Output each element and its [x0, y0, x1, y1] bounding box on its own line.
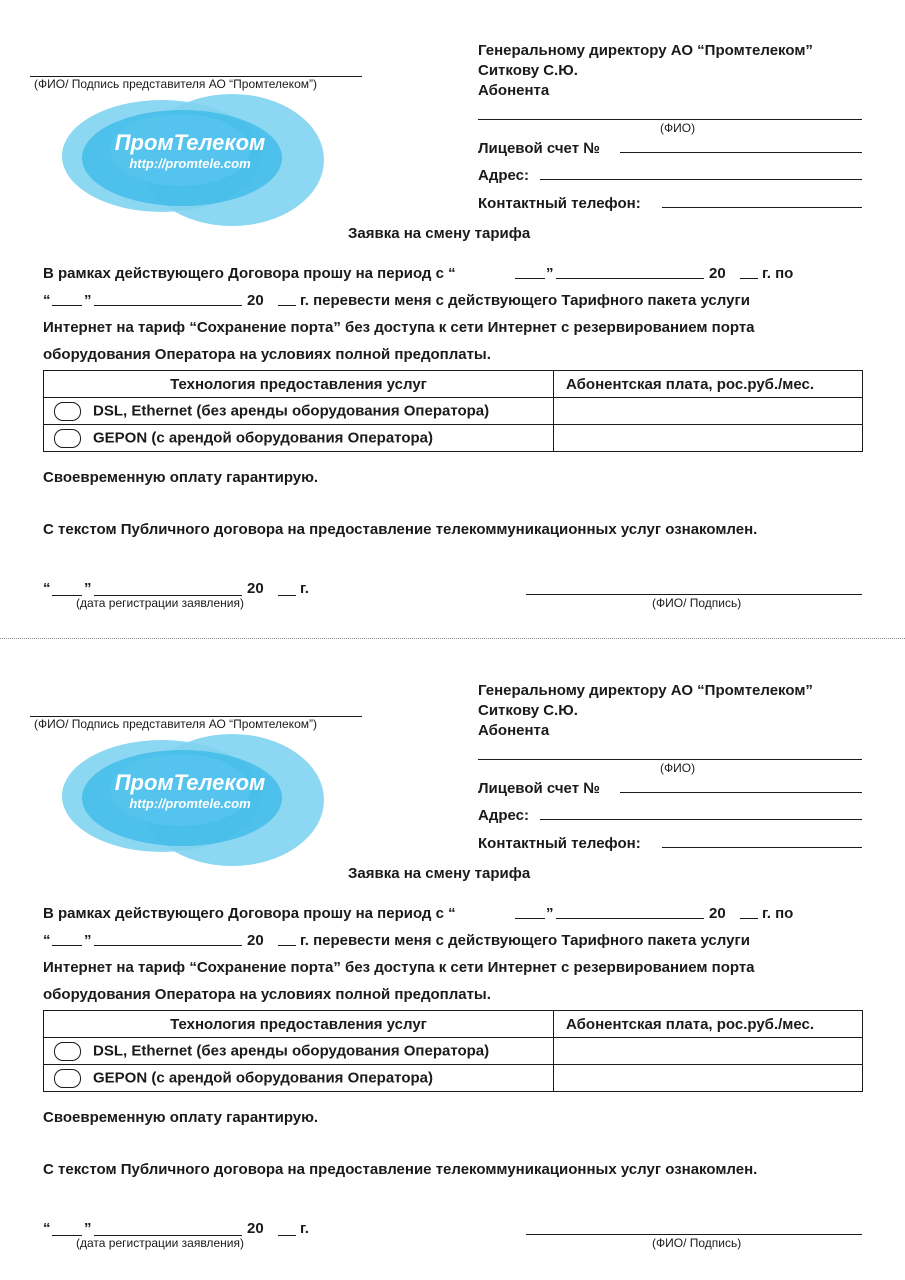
- subscriber-signature-line[interactable]: [526, 594, 862, 595]
- addressee-line2: Ситкову С.Ю.: [478, 62, 578, 79]
- table-row: [44, 425, 863, 452]
- addressee-line2: Ситкову С.Ю.: [478, 702, 578, 719]
- tariff-change-form: [0, 640, 905, 1280]
- row-tech-cell: [44, 1038, 554, 1065]
- address-field[interactable]: [540, 819, 862, 820]
- technology-table: [43, 370, 863, 452]
- addressee-line1: Генеральному директору АО “Промтелеком”: [478, 682, 813, 699]
- date-year-field[interactable]: [278, 595, 296, 596]
- period-end-year-field[interactable]: [278, 305, 296, 306]
- option-label-dsl: DSL, Ethernet (без аренды оборудования Оператора): [93, 401, 490, 419]
- table-header-row: [44, 1011, 863, 1038]
- period-start-month-field[interactable]: [556, 278, 704, 279]
- header-fee: Абонентская плата, рос.руб./мес.: [554, 1011, 863, 1038]
- fio-caption: (ФИО): [660, 121, 696, 135]
- option-label-dsl: DSL, Ethernet (без аренды оборудования Оператора): [93, 1041, 490, 1059]
- logo-brand-text: ПромТелеком: [114, 770, 266, 795]
- guarantee-text: Своевременную оплату гарантирую.: [43, 469, 319, 486]
- rep-signature-caption: (ФИО/ Подпись представителя АО “Промтелеком”): [34, 717, 317, 731]
- period-start-suffix: г. по: [762, 905, 794, 922]
- logo-graphic: [62, 88, 324, 228]
- acquainted-text: С текстом Публичного договора на предоставление телекоммуникационных услуг ознакомлен.: [43, 521, 758, 538]
- phone-field[interactable]: [662, 847, 862, 848]
- period-end-open-quote: “: [43, 932, 51, 949]
- date-open-quote: “: [43, 1220, 51, 1237]
- date-year-prefix: 20: [247, 580, 264, 597]
- date-year-field[interactable]: [278, 1235, 296, 1236]
- address-label: Адрес:: [478, 807, 529, 824]
- subscriber-fio-field[interactable]: [478, 119, 862, 120]
- period-end-month-field[interactable]: [94, 945, 242, 946]
- row-tech-cell: [44, 1065, 554, 1092]
- logo-url-text: http://promtele.com: [129, 156, 251, 171]
- technology-table: [43, 1010, 863, 1092]
- period-end-year-prefix: 20: [247, 932, 264, 949]
- fio-caption: (ФИО): [660, 761, 696, 775]
- table-row: [44, 398, 863, 425]
- logo-graphic: [62, 728, 324, 868]
- body-line3-text: Интернет на тариф “Сохранение порта” без доступа к сети Интернет с резервированием порта: [43, 959, 755, 976]
- date-g: г.: [300, 1220, 309, 1237]
- period-start-year-field[interactable]: [740, 278, 758, 279]
- subscriber-fio-field[interactable]: [478, 759, 862, 760]
- body-line2-text: г. перевести меня с действующего Тарифного пакета услуги: [300, 292, 750, 309]
- period-start-year-prefix: 20: [709, 265, 726, 282]
- address-field[interactable]: [540, 179, 862, 180]
- date-caption: (дата регистрации заявления): [76, 596, 244, 610]
- option-checkbox-gepon[interactable]: [54, 429, 81, 448]
- option-label-gepon: GEPON (с арендой оборудования Оператора): [93, 1068, 433, 1086]
- subscriber-signature-line[interactable]: [526, 1234, 862, 1235]
- logo-brand-text: ПромТелеком: [114, 130, 266, 155]
- period-start-year-prefix: 20: [709, 905, 726, 922]
- fee-cell-gepon[interactable]: [554, 1065, 863, 1092]
- period-start-day-field[interactable]: [515, 918, 545, 919]
- logo-url-text: http://promtele.com: [129, 796, 251, 811]
- period-end-day-field[interactable]: [52, 305, 82, 306]
- addressee-line1: Генеральному директору АО “Промтелеком”: [478, 42, 813, 59]
- addressee-line3: Абонента: [478, 722, 550, 739]
- period-start-month-field[interactable]: [556, 918, 704, 919]
- form-title: Заявка на смену тарифа: [348, 865, 531, 882]
- body-line1-text: В рамках действующего Договора прошу на период с “: [43, 265, 456, 282]
- period-start-close-quote: ”: [546, 265, 554, 282]
- account-label: Лицевой счет №: [478, 140, 600, 157]
- header-technology: Технология предоставления услуг: [44, 1011, 554, 1038]
- cut-line-divider: [0, 638, 905, 639]
- fee-cell-dsl[interactable]: [554, 398, 863, 425]
- body-line4-text: оборудования Оператора на условиях полной предоплаты.: [43, 346, 491, 363]
- sign-caption: (ФИО/ Подпись): [652, 596, 742, 610]
- option-label-gepon: GEPON (с арендой оборудования Оператора): [93, 428, 433, 446]
- body-line2-text: г. перевести меня с действующего Тарифного пакета услуги: [300, 932, 750, 949]
- date-close-quote: ”: [84, 1220, 92, 1237]
- form-title: Заявка на смену тарифа: [348, 225, 531, 242]
- period-start-year-field[interactable]: [740, 918, 758, 919]
- table-row: [44, 1038, 863, 1065]
- row-tech-cell: [44, 425, 554, 452]
- period-start-close-quote: ”: [546, 905, 554, 922]
- address-label: Адрес:: [478, 167, 529, 184]
- table-header-row: [44, 371, 863, 398]
- header-technology: Технология предоставления услуг: [44, 371, 554, 398]
- sign-caption: (ФИО/ Подпись): [652, 1236, 742, 1250]
- body-line3-text: Интернет на тариф “Сохранение порта” без доступа к сети Интернет с резервированием порта: [43, 319, 755, 336]
- phone-field[interactable]: [662, 207, 862, 208]
- body-line4-text: оборудования Оператора на условиях полной предоплаты.: [43, 986, 491, 1003]
- date-open-quote: “: [43, 580, 51, 597]
- fee-cell-dsl[interactable]: [554, 1038, 863, 1065]
- rep-signature-caption: (ФИО/ Подпись представителя АО “Промтелеком”): [34, 77, 317, 91]
- fee-cell-gepon[interactable]: [554, 425, 863, 452]
- date-g: г.: [300, 580, 309, 597]
- date-close-quote: ”: [84, 580, 92, 597]
- period-end-year-field[interactable]: [278, 945, 296, 946]
- account-number-field[interactable]: [620, 152, 862, 153]
- phone-label: Контактный телефон:: [478, 195, 641, 212]
- addressee-line3: Абонента: [478, 82, 550, 99]
- guarantee-text: Своевременную оплату гарантирую.: [43, 1109, 319, 1126]
- table-row: [44, 1065, 863, 1092]
- row-tech-cell: [44, 398, 554, 425]
- account-number-field[interactable]: [620, 792, 862, 793]
- period-end-open-quote: “: [43, 292, 51, 309]
- acquainted-text: С текстом Публичного договора на предоставление телекоммуникационных услуг ознакомлен.: [43, 1161, 758, 1178]
- period-end-close-quote: ”: [84, 932, 92, 949]
- period-start-day-field[interactable]: [515, 278, 545, 279]
- phone-label: Контактный телефон:: [478, 835, 641, 852]
- period-start-suffix: г. по: [762, 265, 794, 282]
- option-checkbox-dsl[interactable]: [54, 1042, 81, 1061]
- option-checkbox-dsl[interactable]: [54, 402, 81, 421]
- promtelecom-logo: [62, 728, 324, 868]
- header-fee: Абонентская плата, рос.руб./мес.: [554, 371, 863, 398]
- period-end-month-field[interactable]: [94, 305, 242, 306]
- body-line1-text: В рамках действующего Договора прошу на период с “: [43, 905, 456, 922]
- period-end-day-field[interactable]: [52, 945, 82, 946]
- period-end-close-quote: ”: [84, 292, 92, 309]
- promtelecom-logo: [62, 88, 324, 228]
- account-label: Лицевой счет №: [478, 780, 600, 797]
- option-checkbox-gepon[interactable]: [54, 1069, 81, 1088]
- period-end-year-prefix: 20: [247, 292, 264, 309]
- date-year-prefix: 20: [247, 1220, 264, 1237]
- date-caption: (дата регистрации заявления): [76, 1236, 244, 1250]
